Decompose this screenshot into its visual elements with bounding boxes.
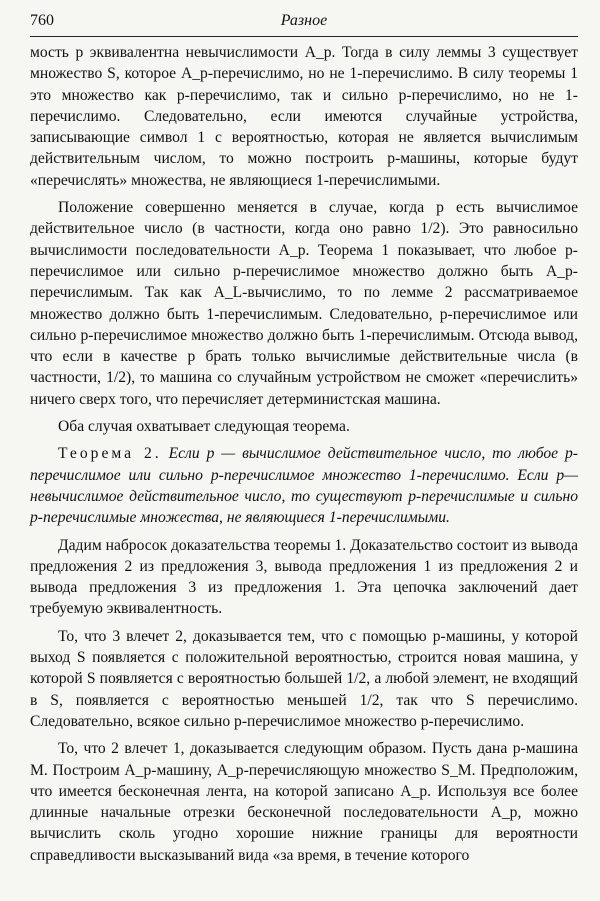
page-header [30,10,578,37]
theorem [30,443,578,528]
paragraph: То, что 3 влечет 2, доказывается тем, что с помощью p-машины, у которой выход S появляется с положительной вероятностью, строится новая машина, у которой S появляется с вероятностью большей 1/2, а любой элемент, не входящий в S, появляется с вероятностью меньшей 1/2, так что S перечислимо. Следовательно, всякое сильно p-перечислимое множество p-перечислимо. [30,627,578,730]
theorem-label: Теорема 2. [58,445,162,463]
paragraph: мость p эквивалентна невычислимости A_p. Тогда в силу леммы 3 существует множество S, которое A_p-перечислимо, но не 1-перечислимо. В силу теоремы 1 это множество как p-перечислимо, так и сильно p-перечислимо, но не 1-перечислимо. Следовательно, если имеются случайные устройства, записывающие символ 1 с вероятностью, которая не является вычислимым действительным числом, то можно построить p-машины, которые будут «перечислять» множества, не являющиеся 1-перечислимыми. [30,44,578,189]
paragraph: То, что 2 влечет 1, доказывается следующим образом. Пусть дана p-машина M. Построим A_p-машину, A_p-перечисляющую множество S_M. Предположим, что имеется бесконечная лента, на которой записано A_p. Используя все более длинные начальные отрезки бесконечной последовательности A_p, можно вычислить сколь угодно хорошие нижние границы для вероятности справедливости высказываний вида «за время, в течение которого [30,740,578,864]
paragraph: Оба случая охватывает следующая теорема. [58,418,350,436]
page-number: 760 [30,12,54,29]
paragraph: Положение совершенно меняется в случае, когда p есть вычислимое действительное число (в частности, когда оно равно 1/2). Это равносильно вычислимости последовательности A_p. Теорема 1 показывает, что любое p-перечислимое или сильно p-перечислимое множество должно быть A_p-перечислимым. Так как A_L-вычислимо, то по лемме 2 рассматриваемое множество должно быть 1-перечислимым. Следовательно, p-перечислимое или сильно p-перечислимое множество должно быть 1-перечислимым. Отсюда вывод, что если в качестве p брать только вычислимые действительные числа (в частности, 1/2), то машина со случайным устройством не сможет «перечислить» ничего сверх того, что перечисляет детерминистская машина. [30,199,578,408]
running-title: Разное [280,12,328,29]
body-text [30,42,578,872]
theorem-body: Если p — вычислимое действительное число, то любое p-перечислимое или сильно p-перечислимое множество 1-перечислимо. Если p—невычислимое действительное число, то существуют p-перечислимые и сильно p-перечислимые множества, не являющиеся 1-перечислимыми. [30,445,578,527]
paragraph: Дадим набросок доказательства теоремы 1. Доказательство состоит из вывода предложения 2 из предложения 3, вывода предложения 1 из предложения 2 и вывода предложения 3 из предложения 1. Эта цепочка заключений дает требуемую эквивалентность. [30,536,578,618]
